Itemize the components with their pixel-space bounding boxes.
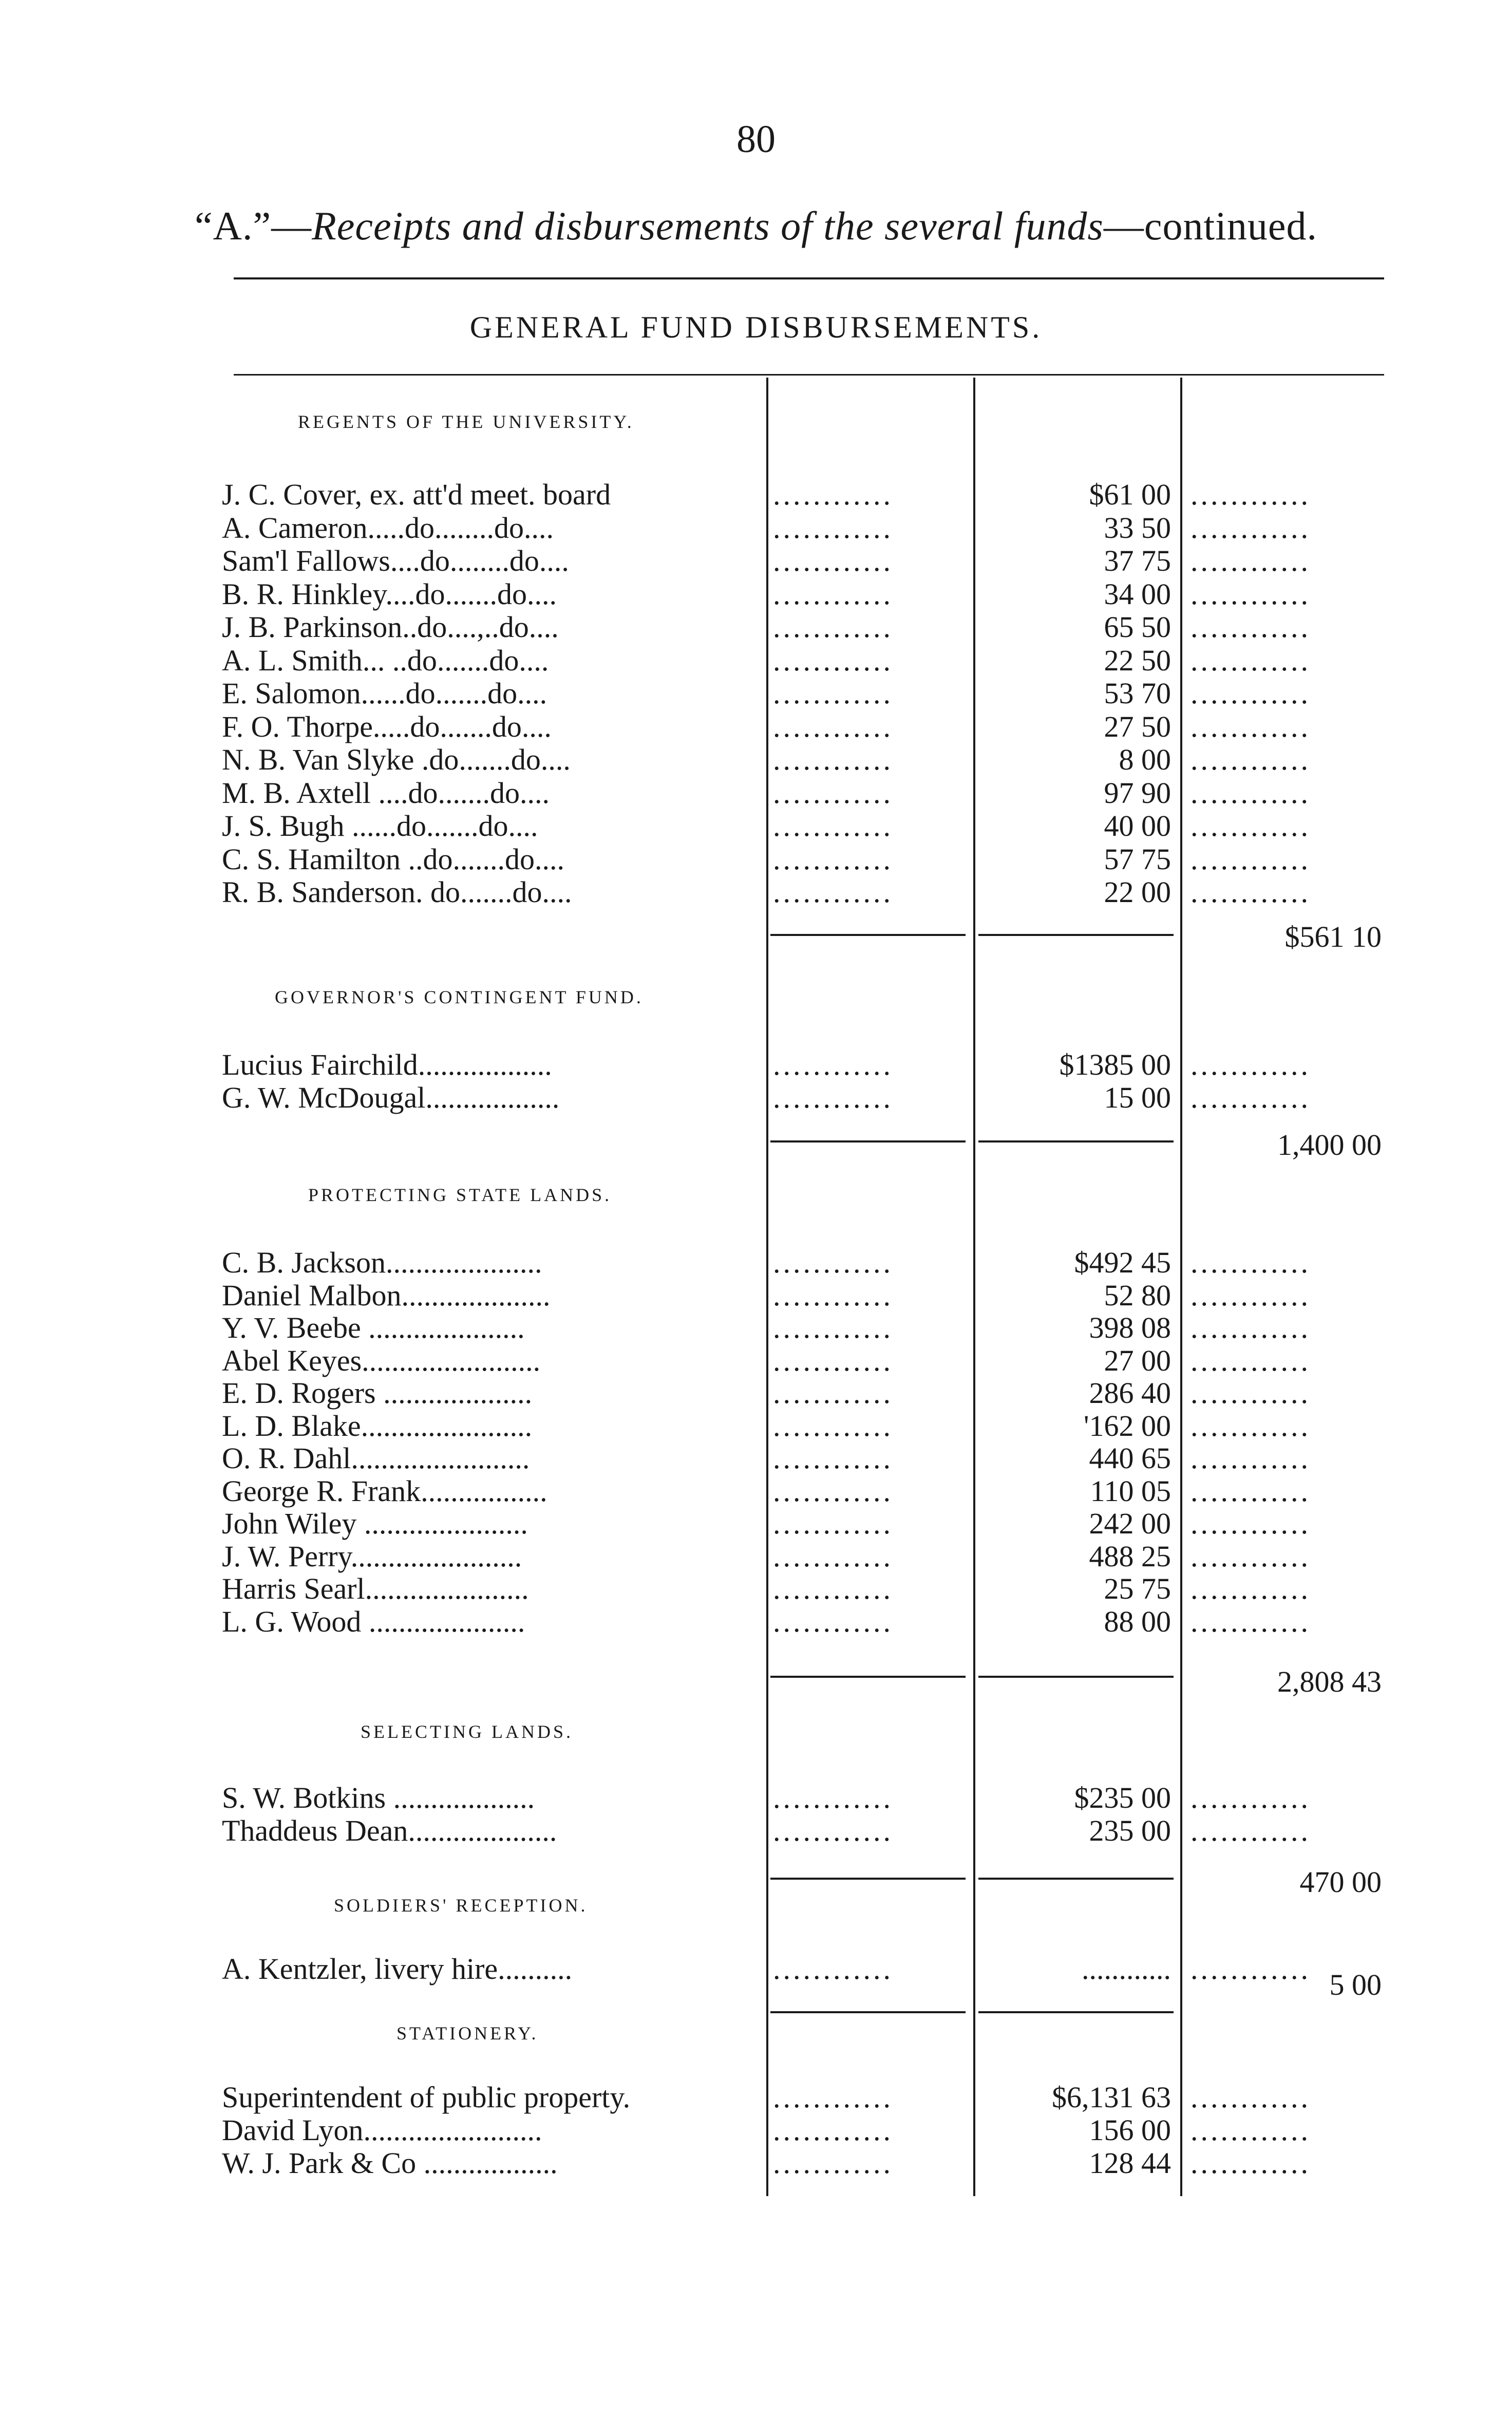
column-leader: ............ bbox=[773, 610, 893, 644]
payee-name: Lucius Fairchild.................. bbox=[222, 1048, 552, 1081]
payee-name: A. L. Smith... ..do.......do.... bbox=[222, 644, 549, 677]
column-leader: ............ bbox=[773, 1048, 893, 1081]
column-leader: ............ bbox=[773, 1540, 893, 1573]
amount-cell: 40 00 bbox=[1104, 809, 1171, 842]
table-row bbox=[0, 1409, 1512, 1443]
table-row bbox=[0, 1540, 1512, 1574]
column-leader: ............ bbox=[773, 544, 893, 577]
amount-cell: 25 75 bbox=[1104, 1572, 1171, 1605]
title-rule bbox=[234, 374, 1384, 376]
table-row bbox=[0, 1441, 1512, 1475]
column-leader: ............ bbox=[1190, 677, 1311, 710]
column-leader: ............ bbox=[1190, 2146, 1311, 2180]
amount-cell: 8 00 bbox=[1119, 743, 1171, 776]
table-row bbox=[0, 1572, 1512, 1606]
column-leader: ............ bbox=[773, 1246, 893, 1279]
column-leader: ............ bbox=[1190, 875, 1311, 909]
column-leader: ............ bbox=[1190, 1311, 1311, 1344]
subtotal-rule bbox=[770, 1676, 966, 1678]
amount-cell: 398 08 bbox=[1089, 1311, 1171, 1344]
column-leader: ............ bbox=[773, 1441, 893, 1475]
table-row bbox=[0, 1279, 1512, 1313]
amount-cell: $61 00 bbox=[1089, 478, 1171, 511]
table-row bbox=[0, 478, 1512, 512]
payee-name: R. B. Sanderson. do.......do.... bbox=[222, 875, 572, 909]
table-row bbox=[0, 1311, 1512, 1345]
column-leader: ............ bbox=[1190, 842, 1311, 876]
column-leader: ............ bbox=[1190, 776, 1311, 810]
amount-cell: 128 44 bbox=[1089, 2146, 1171, 2180]
section-title: SELECTING LANDS. bbox=[361, 1721, 573, 1742]
amount-cell: '162 00 bbox=[1084, 1409, 1171, 1443]
column-leader: ............ bbox=[1190, 544, 1311, 577]
column-leader: ............ bbox=[1190, 1344, 1311, 1377]
column-leader: ............ bbox=[773, 1081, 893, 1114]
amount-cell: 488 25 bbox=[1089, 1540, 1171, 1573]
column-leader: ............ bbox=[773, 2146, 893, 2180]
column-leader: ............ bbox=[1190, 1048, 1311, 1081]
column-leader: ............ bbox=[773, 809, 893, 842]
payee-name: Thaddeus Dean.................... bbox=[222, 1814, 557, 1847]
column-leader: ............ bbox=[1190, 1246, 1311, 1279]
table-row bbox=[0, 1246, 1512, 1280]
payee-name: C. B. Jackson..................... bbox=[222, 1246, 542, 1279]
payee-name: S. W. Botkins ................... bbox=[222, 1781, 535, 1814]
column-leader: ............ bbox=[1190, 1952, 1311, 1986]
section-total: 5 00 bbox=[1329, 1968, 1382, 2001]
page-number: 80 bbox=[736, 118, 776, 161]
column-leader: ............ bbox=[773, 1474, 893, 1508]
payee-name: A. Kentzler, livery hire.......... bbox=[222, 1952, 573, 1986]
column-leader: ............ bbox=[1190, 644, 1311, 677]
payee-name: F. O. Thorpe.....do.......do.... bbox=[222, 710, 552, 743]
payee-name: N. B. Van Slyke .do.......do.... bbox=[222, 743, 571, 776]
column-leader: ............ bbox=[1190, 1814, 1311, 1847]
table-row bbox=[0, 776, 1512, 810]
amount-cell: 15 00 bbox=[1104, 1081, 1171, 1114]
payee-name: W. J. Park & Co .................. bbox=[222, 2146, 558, 2180]
column-leader: ............ bbox=[773, 1781, 893, 1814]
amount-cell: 57 75 bbox=[1104, 842, 1171, 876]
column-leader: ............ bbox=[773, 644, 893, 677]
payee-name: J. C. Cover, ex. att'd meet. board bbox=[222, 478, 611, 511]
section-total: 2,808 43 bbox=[1277, 1665, 1382, 1698]
subtotal-rule bbox=[770, 2011, 966, 2013]
amount-cell: 242 00 bbox=[1089, 1507, 1171, 1540]
subtotal-rule bbox=[770, 1140, 966, 1142]
section-title: STATIONERY. bbox=[396, 2023, 539, 2044]
column-leader: ............ bbox=[773, 842, 893, 876]
column-leader: ............ bbox=[1190, 1474, 1311, 1508]
column-leader: ............ bbox=[773, 1605, 893, 1638]
payee-name: G. W. McDougal.................. bbox=[222, 1081, 560, 1114]
table-row bbox=[0, 875, 1512, 909]
table-row bbox=[0, 1344, 1512, 1378]
column-leader: ............ bbox=[773, 1952, 893, 1986]
payee-name: J. S. Bugh ......do.......do.... bbox=[222, 809, 538, 842]
amount-cell: 27 50 bbox=[1104, 710, 1171, 743]
table-row bbox=[0, 710, 1512, 744]
payee-name: C. S. Hamilton ..do.......do.... bbox=[222, 842, 565, 876]
column-leader: ............ bbox=[773, 776, 893, 810]
subtotal-rule bbox=[770, 934, 966, 936]
column-leader: ............ bbox=[773, 710, 893, 743]
payee-name: Y. V. Beebe ..................... bbox=[222, 1311, 525, 1344]
amount-cell: 235 00 bbox=[1089, 1814, 1171, 1847]
column-leader: ............ bbox=[1190, 1540, 1311, 1573]
subtotal-rule bbox=[770, 1878, 966, 1880]
column-leader: ............ bbox=[1190, 1781, 1311, 1814]
column-leader: ............ bbox=[773, 677, 893, 710]
table-title: GENERAL FUND DISBURSEMENTS. bbox=[469, 310, 1043, 344]
page-heading bbox=[0, 203, 1512, 249]
payee-name: E. Salomon......do.......do.... bbox=[222, 677, 547, 710]
column-leader: ............ bbox=[773, 1814, 893, 1847]
column-leader: ............ bbox=[1190, 511, 1311, 545]
column-leader: ............ bbox=[773, 1279, 893, 1312]
column-leader: ............ bbox=[773, 1311, 893, 1344]
amount-cell: 52 80 bbox=[1104, 1279, 1171, 1312]
section-total: 1,400 00 bbox=[1277, 1128, 1382, 1162]
column-leader: ............ bbox=[1190, 1572, 1311, 1605]
amount-cell: 22 50 bbox=[1104, 644, 1171, 677]
column-leader: ............ bbox=[1190, 1605, 1311, 1638]
table-row bbox=[0, 544, 1512, 578]
amount-cell: 286 40 bbox=[1089, 1376, 1171, 1410]
section-title: PROTECTING STATE LANDS. bbox=[308, 1185, 612, 1205]
payee-name: Abel Keyes........................ bbox=[222, 1344, 541, 1377]
table-row bbox=[0, 743, 1512, 777]
payee-name: Daniel Malbon.................... bbox=[222, 1279, 551, 1312]
amount-cell: $492 45 bbox=[1074, 1246, 1171, 1279]
heading-suffix: —continued. bbox=[1103, 203, 1317, 248]
heading-prefix: “A.”— bbox=[195, 203, 312, 248]
payee-name: B. R. Hinkley....do.......do.... bbox=[222, 577, 557, 611]
top-rule bbox=[234, 277, 1384, 279]
heading-italic: Receipts and disbursements of the several funds bbox=[312, 203, 1104, 248]
amount-cell: $6,131 63 bbox=[1052, 2081, 1171, 2114]
column-leader: ............ bbox=[1190, 1376, 1311, 1410]
table-row bbox=[0, 1605, 1512, 1639]
table-row bbox=[0, 511, 1512, 545]
amount-cell: $235 00 bbox=[1074, 1781, 1171, 1814]
amount-cell: 440 65 bbox=[1089, 1441, 1171, 1475]
amount-cell: 34 00 bbox=[1104, 577, 1171, 611]
payee-name: John Wiley ...................... bbox=[222, 1507, 528, 1540]
payee-name: A. Cameron.....do........do.... bbox=[222, 511, 554, 545]
section-title: SOLDIERS' RECEPTION. bbox=[334, 1895, 588, 1916]
column-leader: ............ bbox=[1190, 1507, 1311, 1540]
payee-name: Sam'l Fallows....do........do.... bbox=[222, 544, 569, 577]
column-leader: ............ bbox=[773, 511, 893, 545]
table-row bbox=[0, 610, 1512, 644]
amount-cell: 22 00 bbox=[1104, 875, 1171, 909]
payee-name: O. R. Dahl........................ bbox=[222, 1441, 530, 1475]
amount-cell: 88 00 bbox=[1104, 1605, 1171, 1638]
column-leader: ............ bbox=[773, 2081, 893, 2114]
column-leader: ............ bbox=[1190, 2113, 1311, 2147]
column-leader: ............ bbox=[773, 1572, 893, 1605]
amount-cell: $1385 00 bbox=[1059, 1048, 1171, 1081]
column-leader: ............ bbox=[1190, 743, 1311, 776]
payee-name: Harris Searl...................... bbox=[222, 1572, 529, 1605]
payee-name: Superintendent of public property. bbox=[222, 2081, 631, 2114]
table-row bbox=[0, 2081, 1512, 2114]
payee-name: L. D. Blake....................... bbox=[222, 1409, 533, 1443]
amount-cell: 65 50 bbox=[1104, 610, 1171, 644]
amount-cell: 53 70 bbox=[1104, 677, 1171, 710]
column-leader: ............ bbox=[1190, 577, 1311, 611]
section-total: $561 10 bbox=[1284, 920, 1382, 953]
amount-cell: 110 05 bbox=[1090, 1474, 1171, 1508]
column-leader: ............ bbox=[773, 1409, 893, 1443]
table-row bbox=[0, 1081, 1512, 1115]
amount-cell: ............ bbox=[1082, 1952, 1171, 1986]
amount-cell: 156 00 bbox=[1089, 2113, 1171, 2147]
column-leader: ............ bbox=[1190, 1441, 1311, 1475]
section-title: GOVERNOR'S CONTINGENT FUND. bbox=[275, 987, 644, 1007]
column-leader: ............ bbox=[773, 478, 893, 511]
payee-name: M. B. Axtell ....do.......do.... bbox=[222, 776, 550, 810]
column-leader: ............ bbox=[1190, 710, 1311, 743]
column-leader: ............ bbox=[1190, 610, 1311, 644]
table-row bbox=[0, 2146, 1512, 2180]
table-row bbox=[0, 1507, 1512, 1541]
table-row bbox=[0, 1474, 1512, 1508]
table-row bbox=[0, 2113, 1512, 2147]
payee-name: David Lyon........................ bbox=[222, 2113, 542, 2147]
column-leader: ............ bbox=[773, 1344, 893, 1377]
column-leader: ............ bbox=[773, 743, 893, 776]
column-leader: ............ bbox=[773, 1507, 893, 1540]
amount-cell: 97 90 bbox=[1104, 776, 1171, 810]
section-total: 470 00 bbox=[1299, 1865, 1382, 1899]
amount-cell: 33 50 bbox=[1104, 511, 1171, 545]
table-row bbox=[0, 577, 1512, 611]
table-row bbox=[0, 1048, 1512, 1082]
table-row bbox=[0, 1781, 1512, 1815]
payee-name: George R. Frank................. bbox=[222, 1474, 547, 1508]
column-leader: ............ bbox=[773, 2113, 893, 2147]
subtotal-rule bbox=[978, 2011, 1174, 2013]
column-leader: ............ bbox=[1190, 1279, 1311, 1312]
column-leader: ............ bbox=[1190, 1409, 1311, 1443]
column-leader: ............ bbox=[773, 577, 893, 611]
payee-name: J. W. Perry....................... bbox=[222, 1540, 522, 1573]
payee-name: L. G. Wood ..................... bbox=[222, 1605, 525, 1638]
column-leader: ............ bbox=[1190, 2081, 1311, 2114]
payee-name: J. B. Parkinson..do....,..do.... bbox=[222, 610, 559, 644]
amount-cell: 27 00 bbox=[1104, 1344, 1171, 1377]
column-leader: ............ bbox=[1190, 1081, 1311, 1114]
amount-cell: 37 75 bbox=[1104, 544, 1171, 577]
table-row bbox=[0, 1376, 1512, 1410]
column-leader: ............ bbox=[773, 875, 893, 909]
column-leader: ............ bbox=[773, 1376, 893, 1410]
table-row bbox=[0, 644, 1512, 678]
section-title: REGENTS OF THE UNIVERSITY. bbox=[298, 411, 634, 432]
table-row bbox=[0, 677, 1512, 710]
payee-name: E. D. Rogers .................... bbox=[222, 1376, 533, 1410]
table-row bbox=[0, 1814, 1512, 1848]
column-leader: ............ bbox=[1190, 478, 1311, 511]
column-leader: ............ bbox=[1190, 809, 1311, 842]
table-row bbox=[0, 842, 1512, 876]
table-row bbox=[0, 809, 1512, 843]
